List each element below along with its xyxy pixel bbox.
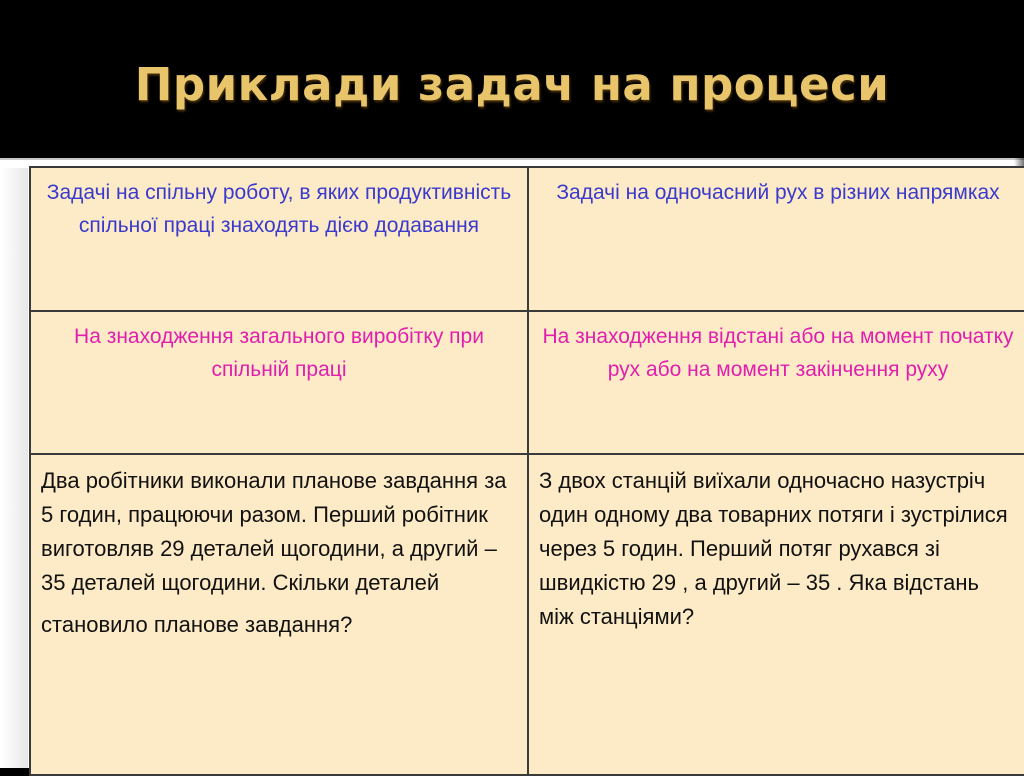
slide-title: Приклади задач на процеси [134,58,890,111]
cell-motion-subheader [528,311,1024,454]
joint-work-header-text: Задачі на спільну роботу, в яких продуктивність спільної праці знаходять дією додавання [46,181,512,237]
table-row-headers [30,167,1024,311]
cell-joint-work-header [30,167,528,311]
motion-example-text: З двох станцій виїхали одночасно назустріч один одному два товарних потяги і зустрілися через 5 годин. Перший потяг рухався зі швидкістю 29 , а другий – 35 . Яка відстань між станціями? [539,468,1008,629]
joint-work-example-question: становило планове завдання? [41,612,353,637]
joint-work-subheader-text: На знаходження загального виробітку при спільній праці [74,325,484,381]
task-table [29,166,1024,776]
cell-motion-header [528,167,1024,311]
joint-work-example-body: Два робітники виконали планове завдання за 5 годин, працюючи разом. Перший робітник виготовляв 29 деталей щогодини, а другий – 35 деталей щогодини. Скільки деталей [41,468,507,595]
joint-work-example-text [31,455,527,642]
motion-subheader-text: На знаходження відстані або на момент початку рух або на момент закінчення руху [542,325,1014,381]
table-row-examples [30,454,1024,775]
slide-edge-line [0,158,1024,160]
cell-motion-example [528,454,1024,775]
table-row-subheaders [30,311,1024,454]
cell-joint-work-subheader [30,311,528,454]
cell-joint-work-example [30,454,528,775]
motion-header-text: Задачі на одночасний рух в різних напрямках [556,181,1000,204]
left-bevel [0,168,28,768]
